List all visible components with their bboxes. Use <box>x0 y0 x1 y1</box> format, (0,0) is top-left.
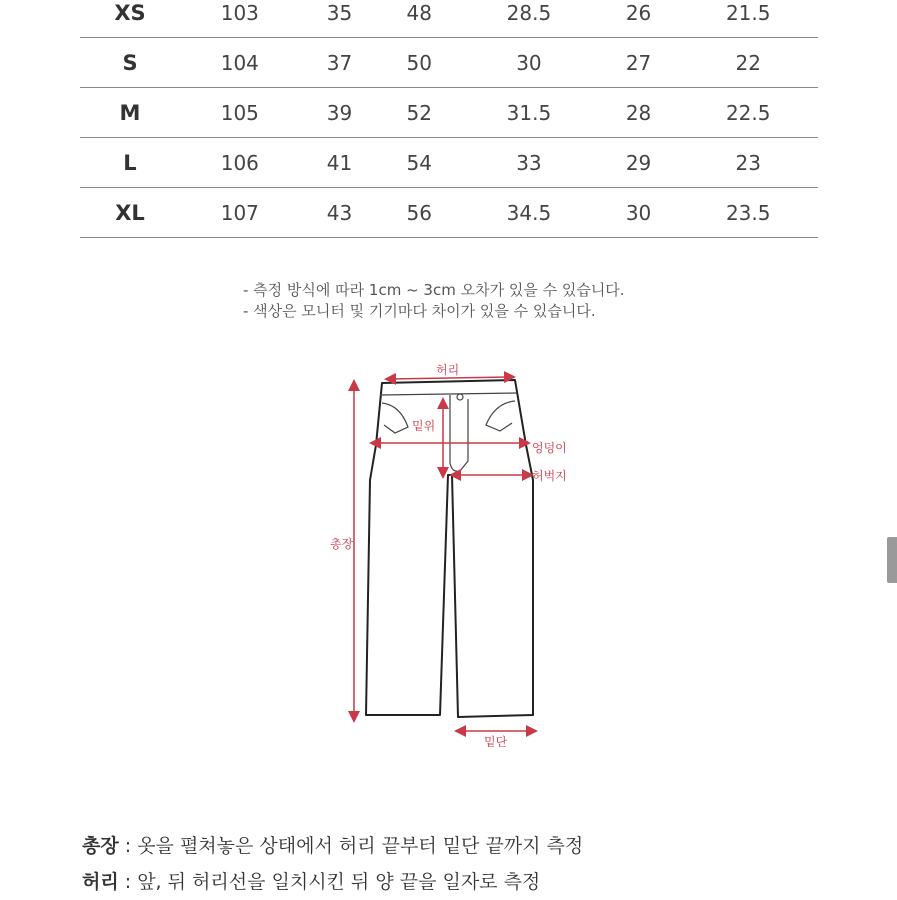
table-cell: 103 <box>180 0 300 38</box>
table-cell: 54 <box>379 138 459 188</box>
note-color: - 색상은 모니터 및 기기마다 차이가 있을 수 있습니다. <box>243 302 596 320</box>
label-hip: 엉덩이 <box>532 441 567 455</box>
table-cell: 27 <box>599 38 679 88</box>
table-cell: 34.5 <box>459 188 599 238</box>
pants-measurement-diagram <box>300 355 600 755</box>
table-cell: 21.5 <box>678 0 818 38</box>
measurement-definitions <box>82 828 583 900</box>
size-table <box>80 0 818 238</box>
table-cell: 104 <box>180 38 300 88</box>
table-cell: 52 <box>379 88 459 138</box>
table-cell: 35 <box>300 0 380 38</box>
label-length: 총장 <box>330 537 354 551</box>
pants-illustration <box>300 355 600 755</box>
table-cell: 23 <box>678 138 818 188</box>
table-cell: 43 <box>300 188 380 238</box>
size-label: M <box>80 88 180 138</box>
note-tolerance: - 측정 방식에 따라 1cm ~ 3cm 오차가 있을 수 있습니다. <box>243 281 625 299</box>
table-cell: 48 <box>379 0 459 38</box>
table-cell: 56 <box>379 188 459 238</box>
table-cell: 33 <box>459 138 599 188</box>
size-label: S <box>80 38 180 88</box>
table-cell: 23.5 <box>678 188 818 238</box>
table-cell: 105 <box>180 88 300 138</box>
size-label: L <box>80 138 180 188</box>
table-cell: 30 <box>459 38 599 88</box>
measurement-notes <box>243 280 625 322</box>
size-label: XL <box>80 188 180 238</box>
definition-waist: 허리 : 앞, 뒤 허리선을 일치시킨 뒤 양 끝을 일자로 측정 <box>82 871 541 893</box>
table-cell: 30 <box>599 188 679 238</box>
scrollbar-thumb[interactable] <box>887 537 897 583</box>
table-cell: 29 <box>599 138 679 188</box>
table-row <box>80 138 818 188</box>
table-row <box>80 38 818 88</box>
label-thigh: 허벅지 <box>532 469 567 483</box>
table-row <box>80 188 818 238</box>
table-cell: 28.5 <box>459 0 599 38</box>
size-label: XS <box>80 0 180 38</box>
table-cell: 37 <box>300 38 380 88</box>
table-cell: 50 <box>379 38 459 88</box>
table-cell: 28 <box>599 88 679 138</box>
table-cell: 31.5 <box>459 88 599 138</box>
label-waist: 허리 <box>436 363 460 377</box>
table-cell: 106 <box>180 138 300 188</box>
table-row <box>80 0 818 38</box>
table-row <box>80 88 818 138</box>
label-rise: 밑위 <box>412 419 436 433</box>
definition-length: 총장 : 옷을 펼쳐놓은 상태에서 허리 끝부터 밑단 끝까지 측정 <box>82 835 584 857</box>
table-cell: 41 <box>300 138 380 188</box>
label-hem: 밑단 <box>484 735 508 749</box>
table-cell: 22 <box>678 38 818 88</box>
table-cell: 39 <box>300 88 380 138</box>
table-cell: 107 <box>180 188 300 238</box>
table-cell: 26 <box>599 0 679 38</box>
table-cell: 22.5 <box>678 88 818 138</box>
